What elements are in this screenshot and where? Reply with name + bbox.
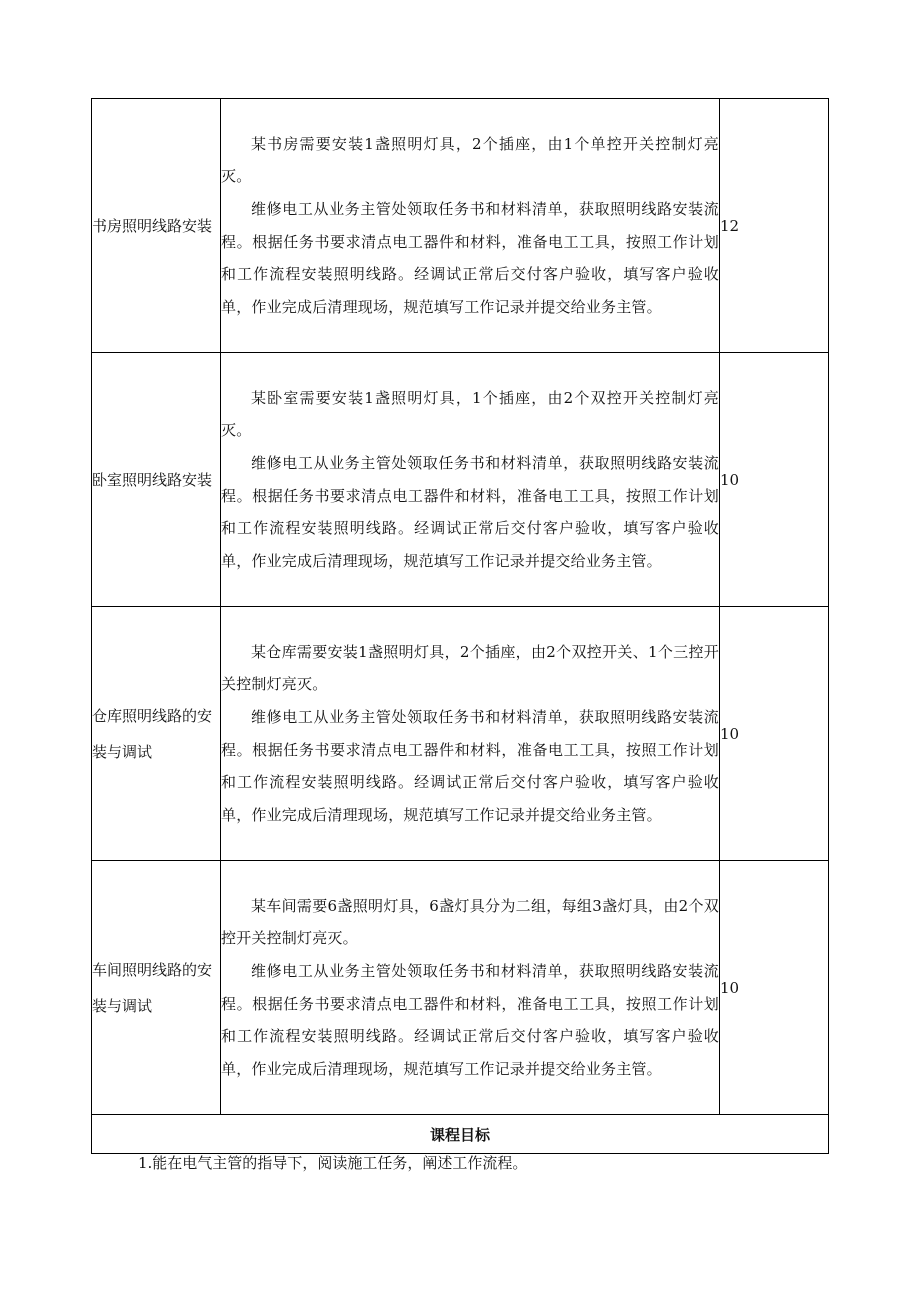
task-name: 书房照明线路安装 <box>92 99 221 353</box>
task-scenario: 某车间需要6盏照明灯具，6盏灯具分为二组，每组3盏灯具，由2个双控开关控制灯亮灭。 <box>221 896 719 948</box>
task-hours: 12 <box>720 99 829 353</box>
task-row <box>92 99 829 353</box>
task-row <box>92 607 829 861</box>
task-hours: 10 <box>720 607 829 861</box>
task-scenario: 某书房需要安装1盏照明灯具，2个插座，由1个单控开关控制灯亮灭。 <box>221 134 719 186</box>
objectives-header-row <box>92 1115 829 1154</box>
task-workflow: 维修电工从业务主管处领取任务书和材料清单，获取照明线路安装流程。根据任务书要求清点电工器件和材料，准备电工工具，按照工作计划和工作流程安装照明线路。经调试正常后交付客户验收，填写客户验收单，作业完成后清理现场，规范填写工作记录并提交给业务主管。 <box>221 961 719 1078</box>
learning-tasks-table <box>91 98 829 1154</box>
task-row <box>92 353 829 607</box>
task-workflow: 维修电工从业务主管处领取任务书和材料清单，获取照明线路安装流程。根据任务书要求清点电工器件和材料，准备电工工具，按照工作计划和工作流程安装照明线路。经调试正常后交付客户验收，填写客户验收单，作业完成后清理现场，规范填写工作记录并提交给业务主管。 <box>221 199 719 316</box>
objectives-heading: 课程目标 <box>92 1115 829 1154</box>
task-name: 仓库照明线路的安装与调试 <box>92 607 221 861</box>
task-name: 车间照明线路的安装与调试 <box>92 861 221 1115</box>
task-hours: 10 <box>720 353 829 607</box>
task-hours: 10 <box>720 861 829 1115</box>
task-row <box>92 861 829 1115</box>
task-description <box>221 99 720 353</box>
task-workflow: 维修电工从业务主管处领取任务书和材料清单，获取照明线路安装流程。根据任务书要求清点电工器件和材料，准备电工工具，按照工作计划和工作流程安装照明线路。经调试正常后交付客户验收，填写客户验收单，作业完成后清理现场，规范填写工作记录并提交给业务主管。 <box>221 707 719 824</box>
task-description <box>221 353 720 607</box>
task-description <box>221 861 720 1115</box>
task-scenario: 某卧室需要安装1盏照明灯具，1个插座，由2个双控开关控制灯亮灭。 <box>221 388 719 440</box>
task-description <box>221 607 720 861</box>
objective-item-1: 1.能在电气主管的指导下，阅读施工任务，阐述工作流程。 <box>138 1154 528 1172</box>
task-name: 卧室照明线路安装 <box>92 353 221 607</box>
task-workflow: 维修电工从业务主管处领取任务书和材料清单，获取照明线路安装流程。根据任务书要求清点电工器件和材料，准备电工工具，按照工作计划和工作流程安装照明线路。经调试正常后交付客户验收，填写客户验收单，作业完成后清理现场，规范填写工作记录并提交给业务主管。 <box>221 453 719 570</box>
task-scenario: 某仓库需要安装1盏照明灯具，2个插座，由2个双控开关、1个三控开关控制灯亮灭。 <box>221 642 719 694</box>
